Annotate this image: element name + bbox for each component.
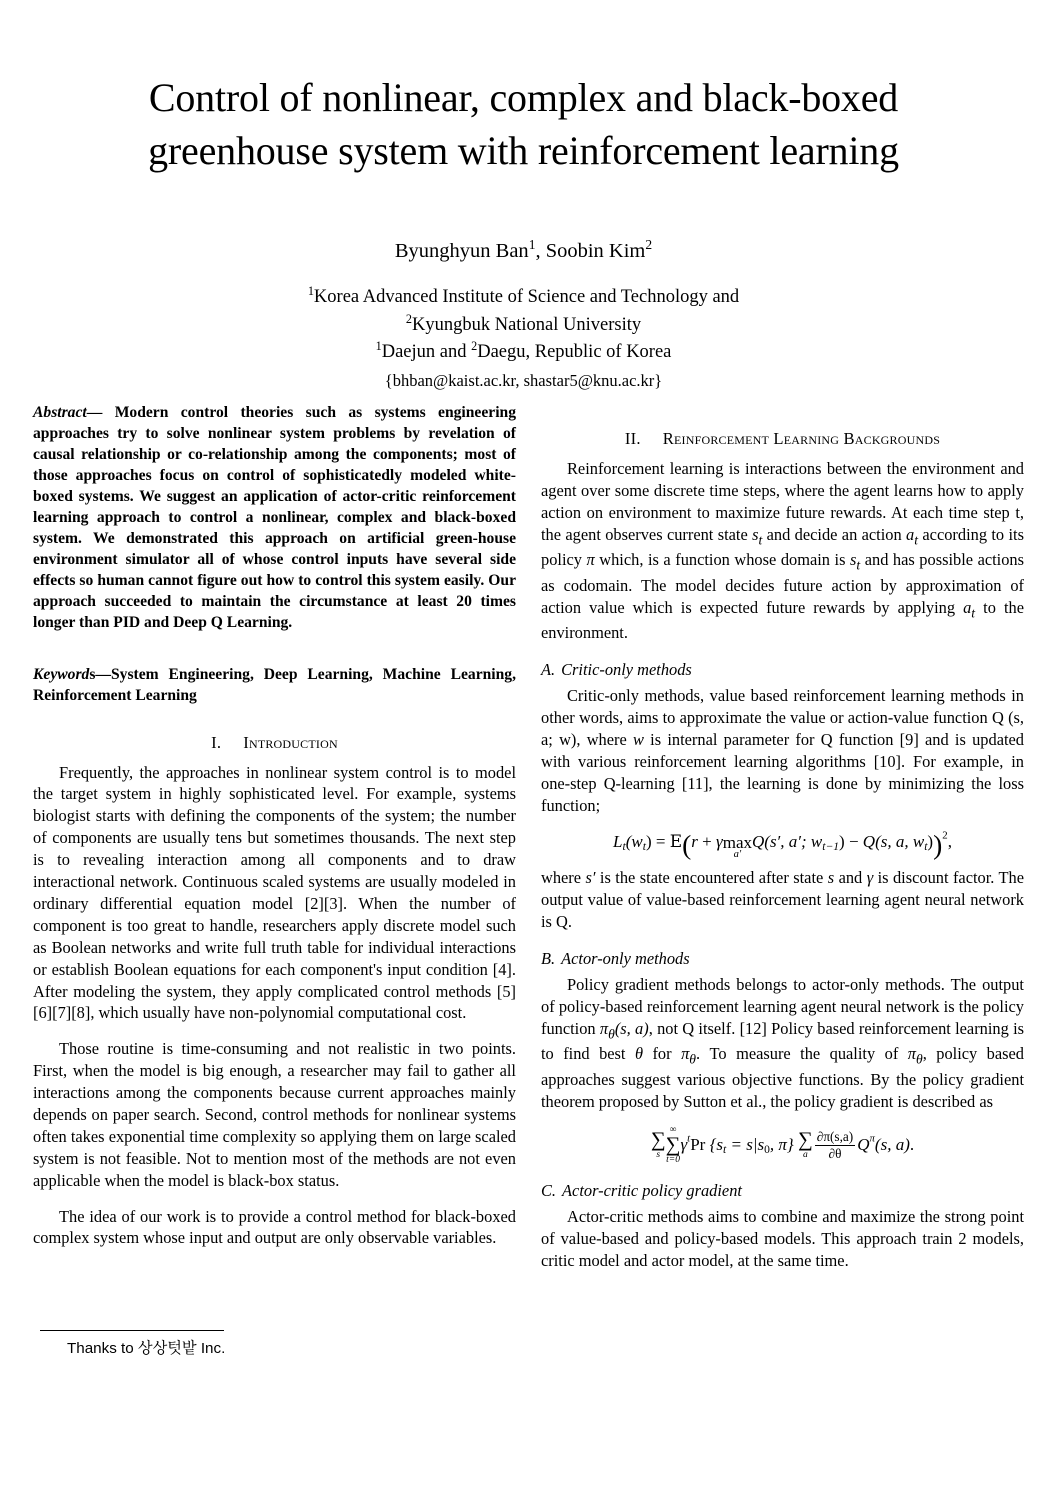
abstract-paragraph	[33, 403, 516, 634]
affiliation-1-marker: 1	[307, 284, 314, 299]
actor-text-2: , not Q itself. [12] Policy based reinforcement learning is to find best	[541, 1018, 1024, 1064]
math-policy-2	[681, 1044, 696, 1067]
eq2-q-args: (s, a)	[874, 1134, 910, 1154]
eq1-plus: +	[697, 832, 717, 852]
subsection-a-title: Critic-only methods	[561, 660, 692, 680]
eq1-q-current: Q(s, a, w	[862, 832, 925, 852]
eq1-equals: =	[651, 832, 670, 852]
eq2-q: Q	[857, 1134, 870, 1154]
title-block	[0, 0, 1047, 391]
eq2-partial-derivative	[815, 1130, 855, 1162]
math-pi-3-sub: θ	[915, 1051, 923, 1067]
eq2-frac-denominator: ∂θ	[828, 1146, 842, 1162]
location-1-marker: 1	[375, 338, 382, 353]
eq1-q-next-sub: t−1	[822, 840, 840, 854]
intro-paragraph-3: The idea of our work is to provide a control method for black-boxed complex system whose input and output are only observable variables.	[33, 1206, 516, 1248]
footnote-acknowledgement: Thanks to 상상텃밭 Inc.	[67, 1340, 226, 1357]
math-state-t-1	[752, 524, 763, 547]
affiliation-line-2	[88, 312, 959, 339]
eq2-frac-numerator: ∂π(s,a)	[815, 1130, 855, 1146]
section-heading-introduction	[33, 733, 516, 753]
eq1-paren-open: (	[682, 829, 692, 861]
subsection-heading-critic-only	[541, 660, 1024, 680]
eq2-brace-close: , π}	[769, 1134, 798, 1154]
eq1-q-next: Q(s′, a′; w	[752, 832, 823, 852]
location-1-text: Daejun and	[381, 341, 472, 362]
affiliation-2-text: Kyungbuk National University	[411, 314, 642, 335]
eq2-gamma: γ	[680, 1134, 688, 1154]
eq1-expectation: E	[669, 832, 683, 853]
math-action-t-1	[906, 524, 919, 547]
critic-after-equation-paragraph	[541, 867, 1024, 933]
eq1-q-current-sub: t	[924, 840, 928, 854]
affiliation-2-marker: 2	[405, 311, 412, 326]
math-s-sub: t	[758, 531, 763, 547]
eq2-sum-time	[666, 1126, 681, 1166]
subsection-a-letter: A.	[541, 660, 556, 680]
math-a-sub: t	[914, 531, 919, 547]
keywords-dash: s—	[89, 665, 111, 683]
eq1-arg: (w	[625, 832, 643, 852]
body-columns	[0, 403, 1047, 1272]
abstract-label: Abstract	[33, 404, 87, 421]
eq1-max-limit: a′	[733, 848, 742, 860]
eq2-sum2-lower: t=0	[666, 1154, 680, 1165]
keywords-label: Keyword	[33, 665, 90, 683]
author-2-affil-marker: 2	[645, 236, 653, 252]
subsection-c-letter: C.	[541, 1181, 557, 1201]
eq1-L-sub: t	[622, 840, 626, 854]
author-list	[88, 238, 959, 265]
eq2-sum2-symbol: ∑	[665, 1134, 681, 1157]
actor-text-3: for	[643, 1044, 682, 1064]
section-1-title: Introduction	[243, 732, 338, 752]
eq1-max-operator	[723, 834, 752, 861]
actor-only-paragraph	[541, 974, 1024, 1113]
math-s-2: s	[850, 550, 857, 570]
section-heading-rl-backgrounds	[541, 429, 1024, 449]
math-a-2: a	[963, 597, 972, 617]
math-policy-3	[907, 1044, 923, 1067]
subsection-c-title: Actor-critic policy gradient	[562, 1181, 742, 1201]
eq1-arg-close: )	[645, 832, 652, 852]
math-state-t-2	[850, 550, 861, 573]
math-pi-1-sub: θ	[608, 1026, 615, 1042]
eq2-brace-open: {s	[705, 1134, 723, 1154]
affiliation-line-3	[88, 339, 959, 366]
eq2-st-sub: t	[723, 1142, 727, 1156]
eq2-sum-states	[651, 1130, 666, 1160]
eq2-sum1-lower: s	[656, 1150, 661, 1161]
eq2-sum1-symbol: ∑	[650, 1129, 666, 1152]
math-s-2-sub: t	[856, 557, 861, 573]
math-theta: θ	[634, 1044, 644, 1064]
eq2-sum3-lower: a	[802, 1150, 808, 1161]
section-1-numeral: I.	[211, 732, 222, 752]
eq2-sum3-symbol: ∑	[797, 1129, 813, 1152]
subsection-b-title: Actor-only methods	[561, 949, 690, 969]
eq1-comma: ,	[947, 832, 952, 852]
intro-paragraph-2: Those routine is time-consuming and not realistic in two points. First, when the model is big enough, a researcher may fail to gather all interactions among the components because current approaches mainly depends on paper search. Second, control methods for nonlinear systems often takes exponential time complexity so applying them on large scaled system is not feasible. Not to mention most of the methods are not even applicable when the model is black-box status.	[33, 1039, 516, 1190]
subsection-heading-actor-critic	[541, 1181, 1024, 1201]
page-title: Control of nonlinear, complex and black-boxed greenhouse system with reinforcement learning	[148, 75, 899, 173]
rl-intro-text-4: which, is a function whose domain is	[594, 550, 850, 570]
rl-intro-text-1: Reinforcement learning is interactions between the environment and agent over some discrete time steps, where the agent learns how to apply action on environment to maximize future rewards. At each time step t, the agent observes current state	[541, 459, 1024, 544]
eq1-minus: −	[844, 832, 863, 852]
math-pi-1-arg: (s, a)	[614, 1018, 649, 1038]
intro-paragraph-1: Frequently, the approaches in nonlinear system control is to model the target system in highly sophisticated level. For example, systems biologist starts with defining the components of the system; the number of components are usually tens but sometimes thousands. The next step is to revealing interaction among all components and to draw interactional network. Continuous scaled systems are usually modeled in ordinary differential equation model [2][3]. When the number of component is too great to handle, researchers apply discrete model such as Boolean networks and write full truth table for individual interactions or establish Boolean equations for each component's input condition [4]. After modeling the system, they apply complicated control methods [5][6][7][8], which usually have non-polynomial computational cost.	[33, 762, 516, 1023]
eq2-gamma-exp: t	[687, 1132, 691, 1145]
critic-text-2: is internal parameter for Q function [9] and is updated with various reinforcement learning algorithms [10]. For example, in one-step Q-learning [11], the learning is done by minimizing the loss function;	[541, 729, 1024, 815]
contact-emails: {bhban@kaist.ac.kr, shastar5@knu.ac.kr}	[384, 371, 663, 391]
math-pi-2-sub: θ	[689, 1051, 696, 1067]
equation-policy-gradient	[541, 1126, 1024, 1166]
math-action-t-2	[963, 597, 976, 620]
critic-after-text-4: is discount factor. The output value of value-based reinforcement learning agent neural network is Q.	[541, 868, 1025, 932]
math-a: a	[906, 524, 915, 544]
abstract-text: Modern control theories such as systems engineering approaches try to solve nonlinear system problems by revelation of causal relationship or co-relationship among the components; most of those approaches focus on control of sophisticatedly modeled white-boxed systems. We suggest an application of actor-critic reinforcement learning approach to control a nonlinear, complex and black-boxed system. We demonstrated this approach on artificial green-house environment simulator all of whose control inputs have several side effects so human cannot figure out how to control this system easily. Our approach succeeded to maintain the circumstance at least 20 times longer than PID and Deep Q Learning.	[33, 404, 516, 631]
left-column	[33, 403, 516, 1272]
eq2-s0-sub: 0	[764, 1142, 770, 1156]
critic-after-text-3: and	[834, 868, 867, 888]
eq2-q-superscript: π	[869, 1132, 875, 1145]
math-a-2-sub: t	[971, 604, 976, 620]
author-1-name: Byunghyun Ban	[394, 239, 529, 262]
critic-after-text-2: is the state encountered after state	[595, 868, 828, 888]
eq2-period: .	[909, 1134, 915, 1154]
eq2-sum2-upper: ∞	[669, 1124, 677, 1135]
critic-only-paragraph	[541, 685, 1024, 816]
footnote-separator-rule	[40, 1330, 224, 1331]
subsection-heading-actor-only	[541, 949, 1024, 969]
critic-text-1: Critic-only methods, value based reinforcement learning methods in other words, aims to approximate the value or action-value function Q (s, a; w), where	[541, 686, 1024, 749]
location-2-text: Daegu, Republic of Korea	[477, 341, 672, 362]
rl-intro-text-5: and has possible actions as codomain. The model decides future action by approximation of action value which is expected future rewards by applying	[541, 550, 1025, 617]
critic-after-text-1: where	[541, 868, 586, 888]
eq1-q-next-close: )	[839, 832, 845, 852]
math-gamma: γ	[866, 868, 874, 888]
keywords-text: System Engineering, Deep Learning, Machine Learning, Reinforcement Learning	[33, 665, 516, 704]
subsection-b-letter: B.	[541, 949, 556, 969]
math-pi: π	[586, 550, 595, 570]
right-column	[541, 403, 1024, 1272]
author-2-name: Soobin Kim	[545, 239, 646, 262]
author-1-affil-marker: 1	[528, 236, 536, 252]
eq1-reward: r	[691, 832, 698, 852]
actor-text-1: Policy gradient methods belongs to actor-only methods. The output of policy-based reinforcement learning agent neural network is the policy function	[541, 975, 1024, 1038]
section-2-title: Reinforcement Learning Backgrounds	[662, 429, 941, 448]
eq1-L: L	[613, 832, 623, 852]
math-s-prime: s′	[585, 868, 596, 888]
footnote-block	[33, 1330, 503, 1359]
affiliation-line-1	[88, 284, 959, 311]
rl-intro-text-6: to the environment.	[541, 597, 1024, 643]
math-w: w	[632, 729, 644, 749]
eq2-sum-actions	[798, 1130, 813, 1160]
author-separator: ,	[535, 239, 546, 262]
math-policy-1	[599, 1018, 649, 1042]
affiliation-1-text: Korea Advanced Institute of Science and Technology and	[313, 287, 740, 308]
eq1-max-label: max	[722, 832, 752, 852]
actor-text-4: . To measure the quality of	[696, 1044, 908, 1064]
eq1-exponent: 2	[942, 830, 948, 843]
eq1-gamma: γ	[716, 832, 723, 852]
eq1-paren-close: )	[933, 829, 943, 861]
math-pi-2: π	[681, 1044, 690, 1064]
eq2-brace-mid: = s|s	[726, 1134, 765, 1154]
abstract-dash: —	[86, 404, 115, 421]
math-s: s	[752, 524, 759, 544]
location-2-marker: 2	[471, 338, 478, 353]
eq1-q-current-close: )	[927, 832, 934, 852]
eq1-arg-sub: t	[642, 840, 646, 854]
math-s-3: s	[827, 868, 835, 888]
eq2-probability: Pr	[690, 1134, 706, 1154]
actor-critic-paragraph: Actor-critic methods aims to combine and maximize the strong point of value-based and policy-based models. This approach train 2 models, critic model and actor model, at the same time.	[541, 1207, 1024, 1271]
math-pi-3: π	[907, 1044, 916, 1064]
keywords-paragraph	[33, 665, 516, 707]
actor-text-5: , policy based approaches suggest various objective functions. By the policy gradient theorem proposed by Sutton et al., the policy gradient is described as	[541, 1044, 1024, 1111]
section-2-numeral: II.	[624, 429, 641, 448]
rl-intro-paragraph	[541, 458, 1024, 644]
rl-intro-text-3: according to its policy	[541, 524, 1024, 570]
affiliation-block	[88, 284, 959, 366]
math-pi-1: π	[599, 1018, 609, 1038]
equation-q-learning-loss	[541, 829, 1024, 861]
rl-intro-text-2: and decide an action	[762, 524, 907, 544]
